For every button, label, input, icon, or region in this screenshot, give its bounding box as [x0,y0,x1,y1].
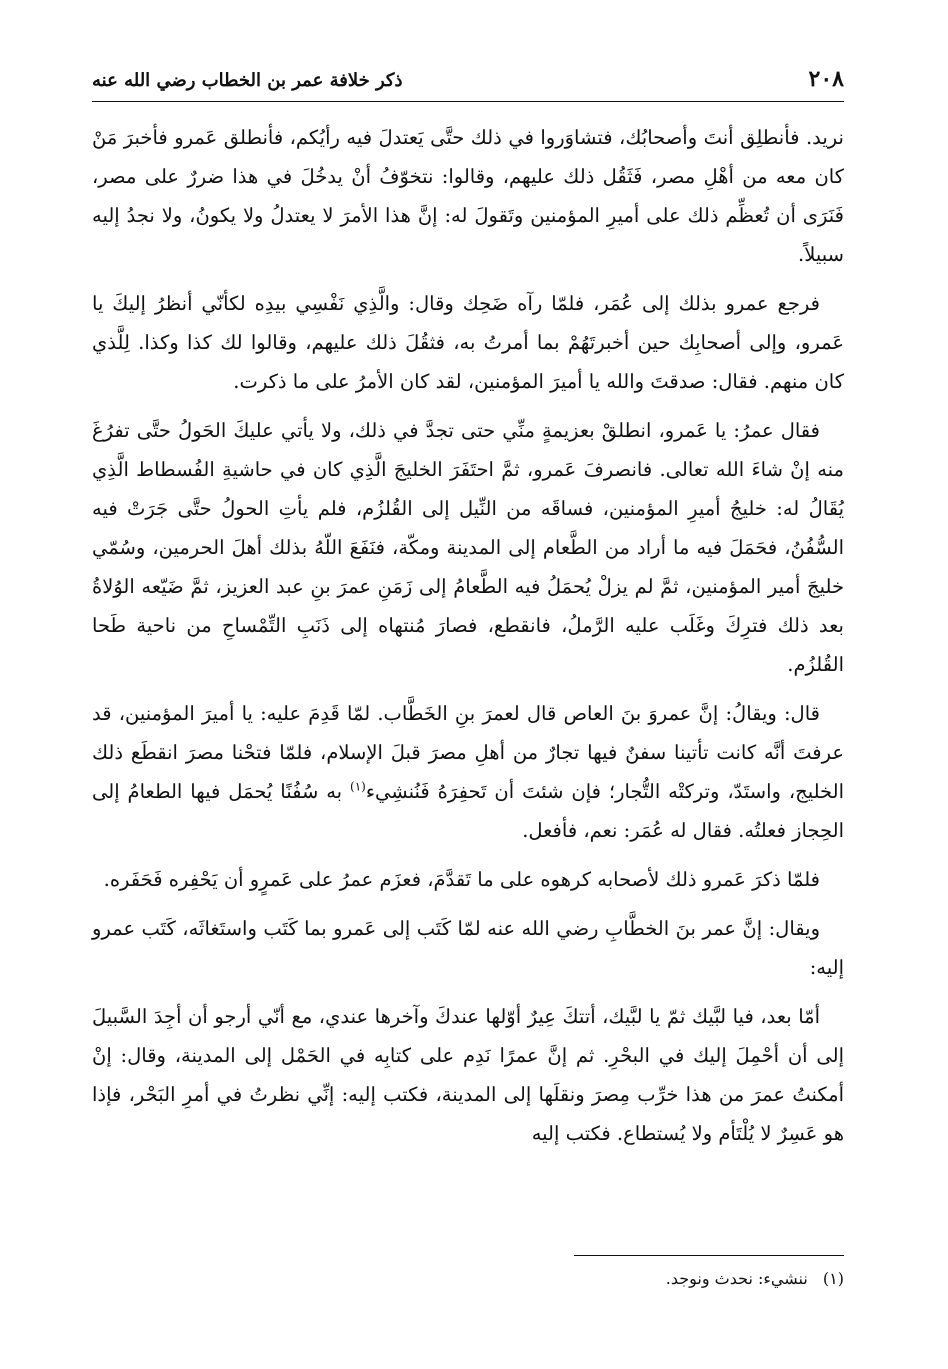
paragraph: نريد. فأنطلِق أنتَ وأصحابُك، فتشاوَروا في ذلك حتَّى يَعتدلَ فيه رأيُكم، فأنطلق عَمرو فأخبرَ مَنْ كان معه من أهْلِ مصر، فَثَقُل ذلك عليهم، وقالوا: نتخوّفُ أنْ يدخُلَ في هذا ضررٌ على مصر، فَنَرَى أن تُعظِّم ذلك على أميرِ المؤمنين وتَقولَ له: إنَّ هذا الأمرَ لا يعتدلُ ولا يكونُ، ولا نجدُ إليه سبيلاً. [92,126,844,266]
footnote-reference[interactable]: (١) [350,779,366,794]
footnote-text: ننشيء: نحدث ونوجد. [665,1269,808,1288]
paragraph-text: قال: ويقالُ: إنَّ عمروَ بنَ العاص قال لعمرَ بنِ الخَطَّاب. لمّا قَدِمَ عليه: يا أميرَ المؤمنين، قد عرفتَ أنَّه كانت تأتينا سفنٌ فيها تجارٌ من أهلِ مصرَ قبلَ الإسلام، فلمّا فتحْنا مصرَ انقطَع ذلك الخليج، واستَدّ، وتركتْه التُّجار؛ فإن شئتَ أن تَحفِرَهُ فَنُنشِيء [92,702,844,803]
header-divider [92,101,844,102]
paragraph-text: به سُفُنًا يُحمَل فيها الطعامُ إلى الحِجاز فعلتُه. فقال له عُمَر: نعم، فأفعل. [92,780,844,842]
paragraph: فرجع عمرو بذلك إلى عُمَر، فلمّا رآه ضَحِك وقال: والَّذِي نَفْسِي بيدِه لكأنّي أنظرُ إليكَ يا عَمرو، وإلى أصحابِك حين أخبرتَهُمْ بما أمرتُ به، فثقُلَ ذلك عليهم، وقالوا لك كذا وكذا. لِلَّذي كان منهم. فقال: صدقتَ والله يا أميرَ المؤمنين، لقد كان الأمرُ على ما ذكرت. [92,292,844,393]
main-text [92,118,844,1163]
running-title: ذكر خلافة عمر بن الخطاب رضي الله عنه [92,70,403,91]
paragraph [92,694,844,850]
footnote [92,1266,844,1292]
footnote-marker: (١) [822,1269,844,1288]
paragraph: فقال عمرُ: يا عَمرو، انطلقْ بعزيمةٍ منِّي حتى تجدَّ في ذلك، ولا يأتي عليكَ الحَولُ حتَّى تفرُغَ منه إنْ شاءَ الله تعالى. فانصرفَ عَمرو، ثمَّ احتَفَرَ الخليجَ الَّذِي كان في حاشيةِ الفُسطاط الَّذِي يُقَالُ له: خليجُ أميرِ المؤمنين، فساقَه من النِّيل إلى القُلزُم، فلم يأتِ الحولُ حتَّى جَرَتْ فيه السُّفُنُ، فحَمَلَ فيه ما أراد من الطَّعام إلى المدينة ومكّة، فنَفَعَ اللّهُ بذلك أهلَ الحرمين، وسُمّي خليجَ أمير المؤمنين، ثمَّ لم يزلْ يُحمَلُ فيه الطَّعامُ إلى زَمَنِ عمرَ بنِ عبد العزيز، ثمَّ ضَيّعه الوُلاةُ بعد ذلك فترِكَ وغَلَب عليه الرَّملُ، فانقطع، فصارَ مُنتهاه إلى ذَنَبِ التِّمْساحِ من ناحية طَحا القُلزُم. [92,419,844,676]
paragraph: فلمّا ذكرَ عَمرو ذلك لأصحابه كرهوه على ما تَقدَّمَ، فعزَم عمرُ على عَمرٍو أن يَحْفِره فَحَفَره. [103,868,820,891]
running-head [92,66,844,100]
page-number: ٢٠٨ [808,66,844,92]
footnote-divider [574,1255,844,1256]
paragraph: ويقال: إنَّ عمر بنَ الخطَّابِ رضي الله عنه لمّا كَتَب إلى عَمرو بما كَتَب واستَغاثَه، كَتَب عمرو إليه: [92,917,844,979]
paragraph: أمّا بعد، فيا لبَّيك ثمّ يا لبَّيك، أتتكَ عِيرٌ أوّلها عندكَ وآخرها عندي، مع أنّي أرجو أن أجِدَ السَّبيلَ إلى أن أحْمِلَ إليك في البحْرِ. ثم إنَّ عمرًا نَدِم على كتابِه في الحَمْل إلى المدينة، وقال: إنْ أمكنتُ عمرَ من هذا خرِّب مِصرَ ونقلَها إلى المدينة، فكتب إليه: إنِّي نظرتُ في أمرِ البَحْر، فإذا هو عَسِرٌ لا يُلْتَأم ولا يُستطاع. فكتب إليه [92,1005,844,1145]
